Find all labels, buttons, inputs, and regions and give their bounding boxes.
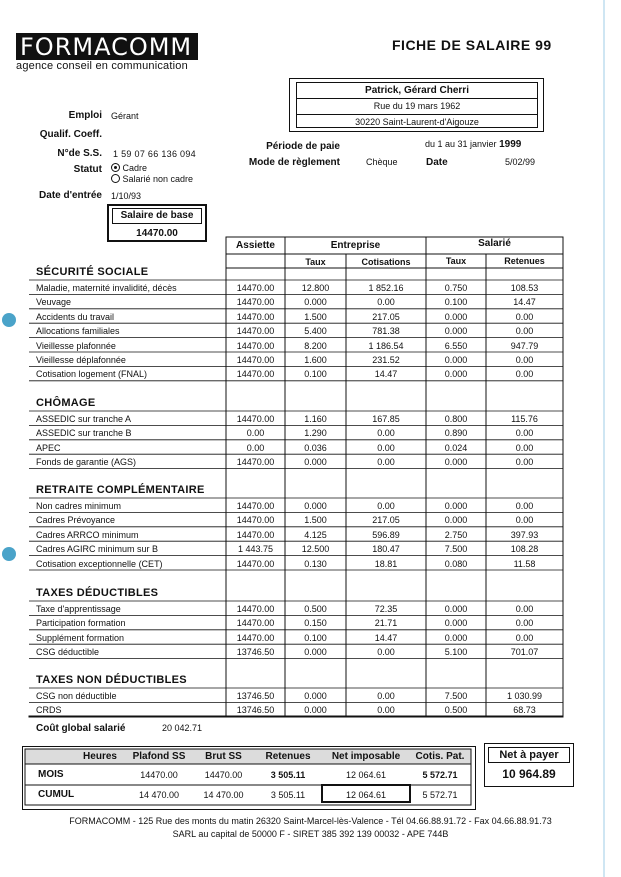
table-cell: 0.100 [444, 297, 468, 308]
table-cell: 4.125 [304, 529, 327, 540]
employee-street: Rue du 19 mars 1962 [297, 99, 537, 115]
section-title: RETRAITE COMPLÉMENTAIRE [36, 484, 205, 496]
row-label: Vieillesse plafonnée [36, 340, 116, 351]
table-cell: 14.47 [374, 369, 398, 380]
row-label: Vieillesse déplafonnée [36, 355, 126, 365]
emploi-label: Emploi [68, 110, 102, 121]
table-cell: 1 852.16 [368, 283, 404, 293]
table-cell: 0.150 [304, 618, 327, 629]
salaire-base-label: Salaire de base [112, 208, 202, 224]
table-cell: 0.00 [515, 632, 534, 643]
table-cell: 0.00 [377, 297, 395, 308]
table-cell: 0.00 [246, 442, 265, 453]
table-cell: 0.000 [304, 647, 327, 658]
table-cell: 0.000 [444, 311, 468, 322]
table-cell: 231.52 [372, 355, 400, 365]
table-cell: 0.00 [515, 355, 534, 365]
periode-year: 1999 [499, 139, 522, 150]
row-label: ASSEDIC sur tranche B [36, 428, 132, 439]
statut-option-label: Salarié non cadre [122, 174, 194, 184]
header-entreprise: Entreprise [330, 240, 381, 251]
totals-cell: 5 572.71 [422, 770, 458, 780]
table-cell: 14470.00 [236, 501, 275, 511]
header-taux-entreprise: Taux [305, 257, 326, 267]
table-cell: 0.024 [444, 442, 468, 453]
row-label: CSG non déductible [36, 691, 117, 701]
table-cell: 0.000 [444, 618, 468, 629]
table-cell: 14470.00 [236, 326, 275, 337]
table-cell: 14470.00 [236, 297, 275, 308]
totals-cell: 14 470.00 [138, 790, 180, 800]
table-cell: 0.00 [377, 442, 395, 453]
periode-label: Période de paie [266, 141, 340, 152]
row-label: Allocations familiales [36, 326, 120, 337]
table-cell: 397.93 [510, 529, 539, 540]
table-cell: 0.00 [377, 501, 395, 511]
row-label: Veuvage [36, 297, 72, 308]
header-retenues: Retenues [504, 256, 545, 266]
totals-header: Brut SS [205, 751, 242, 762]
section-title: SÉCURITÉ SOCIALE [36, 266, 149, 278]
table-cell: 0.890 [444, 428, 468, 439]
table-cell: 108.53 [510, 283, 539, 293]
header-taux-salarie: Taux [445, 256, 467, 266]
periode-range: du 1 au 31 janvier [425, 139, 497, 149]
date-value: 5/02/99 [505, 157, 536, 167]
table-cell: 13746.50 [236, 691, 275, 701]
table-cell: 0.000 [444, 515, 468, 526]
table-cell: 14470.00 [236, 340, 275, 351]
table-cell: 14470.00 [236, 604, 275, 614]
table-cell: 0.000 [304, 457, 327, 468]
table-cell: 167.85 [372, 414, 400, 424]
row-label: Supplément formation [36, 632, 125, 643]
table-cell: 21.71 [374, 618, 398, 629]
table-cell: 72.35 [374, 604, 398, 614]
table-cell: 0.130 [304, 558, 327, 569]
totals-header: Net imposable [331, 751, 401, 762]
table-cell: 18.81 [374, 558, 398, 569]
table-cell: 0.00 [377, 691, 395, 701]
table-cell: 0.00 [515, 618, 534, 629]
qualif-label: Qualif. Coeff. [39, 129, 102, 140]
header-salarie: Salarié [478, 238, 511, 249]
row-label: Taxe d'apprentissage [36, 604, 121, 614]
statut-label: Statut [73, 164, 102, 175]
table-cell: 14470.00 [236, 558, 275, 569]
table-cell: 0.00 [515, 604, 534, 614]
table-cell: 14470.00 [236, 414, 275, 424]
table-cell: 0.100 [304, 632, 327, 643]
totals-header: Retenues [265, 751, 311, 762]
ss-value: 1 59 07 66 136 094 [113, 149, 196, 159]
row-label: ASSEDIC sur tranche A [36, 414, 132, 424]
header-assiette: Assiette [236, 240, 275, 251]
table-cell: 13746.50 [236, 705, 275, 716]
table-cell: 1 030.99 [506, 691, 543, 701]
section-title: TAXES DÉDUCTIBLES [36, 587, 159, 599]
table-cell: 1.500 [304, 515, 327, 526]
totals-header: Plafond SS [132, 751, 186, 762]
footer-line-1: FORMACOMM - 125 Rue des monts du matin 26320 Saint-Marcel-lès-Valence - Tél 04.66.88.91.72 - Fax 04.66.88.91.73 [69, 816, 552, 826]
table-cell: 14470.00 [236, 618, 275, 629]
table-cell: 0.000 [444, 326, 468, 337]
table-cell: 0.000 [304, 691, 327, 701]
table-cell: 701.07 [510, 647, 539, 658]
row-label: Participation formation [36, 618, 126, 629]
table-cell: 0.080 [444, 558, 468, 569]
table-cell: 1.160 [304, 414, 327, 424]
totals-cell: 12 064.61 [345, 770, 387, 780]
table-cell: 14470.00 [236, 355, 275, 365]
table-cell: 14470.00 [236, 529, 275, 540]
table-cell: 0.00 [515, 442, 534, 453]
row-label: Cadres ARRCO minimum [36, 529, 139, 540]
table-cell: 0.800 [444, 414, 468, 424]
table-cell: 115.76 [511, 414, 538, 424]
table-cell: 0.00 [515, 428, 534, 439]
table-cell: 0.00 [246, 428, 265, 439]
employee-name: Patrick, Gérard Cherri [297, 83, 537, 99]
table-cell: 217.05 [372, 515, 400, 526]
table-cell: 1.500 [304, 311, 327, 322]
table-cell: 68.73 [513, 705, 536, 716]
totals-header: Heures [83, 751, 117, 762]
row-label: Accidents du travail [36, 311, 115, 322]
table-cell: 14470.00 [236, 311, 275, 322]
table-cell: 0.000 [444, 369, 468, 380]
net-a-payer-label: Net à payer [488, 747, 570, 763]
statut-option-label: Cadre [122, 163, 148, 173]
cout-global-label: Coût global salarié [36, 723, 126, 734]
row-label: APEC [36, 442, 61, 453]
table-cell: 947.79 [510, 340, 539, 351]
table-cell: 7.500 [444, 544, 468, 555]
row-label: Fonds de garantie (AGS) [36, 457, 137, 468]
section-title: TAXES NON DÉDUCTIBLES [36, 674, 187, 686]
table-cell: 0.000 [304, 501, 327, 511]
entree-value: 1/10/93 [111, 191, 142, 201]
table-cell: 1.600 [304, 355, 327, 365]
logo-tagline: agence conseil en communication [16, 60, 188, 72]
net-a-payer-box [484, 743, 574, 787]
table-cell: 180.47 [372, 544, 400, 555]
table-cell: 0.00 [377, 457, 395, 468]
totals-row-label: MOIS [38, 769, 64, 780]
table-cell: 0.000 [444, 355, 468, 365]
row-label: Cadres AGIRC minimum sur B [36, 544, 159, 555]
row-label: Non cadres minimum [36, 501, 122, 511]
net-a-payer-value: 10 964.89 [502, 767, 556, 781]
table-cell: 0.00 [515, 326, 534, 337]
table-cell: 0.00 [377, 705, 395, 716]
table-cell: 7.500 [444, 691, 468, 701]
row-label: Cotisation exceptionnelle (CET) [36, 558, 163, 569]
totals-cell: 3 505.11 [270, 770, 306, 780]
table-cell: 12.500 [301, 544, 330, 555]
table-cell: 14470.00 [236, 632, 275, 643]
table-cell: 8.200 [304, 340, 327, 351]
cout-global-value: 20 042.71 [162, 723, 203, 733]
table-cell: 0.000 [444, 457, 468, 468]
section-title: CHÔMAGE [36, 397, 96, 409]
emploi-value: Gérant [111, 111, 139, 121]
table-cell: 11.58 [513, 558, 536, 569]
salaire-base-value: 14470.00 [136, 228, 178, 239]
table-cell: 0.750 [444, 283, 468, 293]
table-cell: 0.00 [515, 311, 534, 322]
document-title: FICHE DE SALAIRE 99 [392, 37, 552, 53]
header-cotisations: Cotisations [361, 257, 411, 267]
table-cell: 0.500 [304, 604, 327, 614]
row-label: CRDS [36, 705, 62, 716]
table-cell: 0.000 [304, 297, 327, 308]
mode-value: Chèque [366, 157, 398, 167]
totals-cell: 3 505.11 [270, 790, 306, 800]
table-cell: 0.00 [377, 647, 395, 658]
employee-city: 30220 Saint-Laurent-d'Aigouze [355, 117, 479, 127]
totals-cell: 14470.00 [140, 770, 178, 780]
table-cell: 0.00 [377, 428, 395, 439]
ss-label: N°de S.S. [57, 148, 102, 159]
table-cell: 0.00 [515, 369, 534, 380]
table-cell: 0.000 [304, 705, 327, 716]
row-label: Cadres Prévoyance [36, 515, 116, 526]
table-cell: 596.89 [372, 529, 400, 540]
table-cell: 14.47 [374, 632, 398, 643]
table-cell: 0.00 [515, 501, 534, 511]
totals-header: Cotis. Pat. [415, 751, 465, 762]
table-cell: 0.00 [515, 515, 534, 526]
row-label: Maladie, maternité invalidité, décès [36, 283, 177, 293]
table-cell: 14470.00 [236, 515, 275, 526]
table-cell: 1.290 [304, 428, 327, 439]
table-cell: 5.100 [444, 647, 468, 658]
table-cell: 14470.00 [236, 457, 275, 468]
table-cell: 2.750 [444, 529, 468, 540]
row-label: Cotisation logement (FNAL) [36, 369, 148, 380]
totals-row-label: CUMUL [38, 789, 75, 800]
logo-word: FORMACOMM [16, 33, 198, 60]
totals-cell: 14 470.00 [203, 790, 244, 800]
footer-line-2: SARL au capital de 50000 F - SIRET 385 392 139 00032 - APE 744B [172, 829, 449, 839]
table-cell: 1 186.54 [368, 340, 404, 351]
table-cell: 5.400 [304, 326, 327, 337]
table-cell: 12.800 [301, 283, 330, 293]
table-cell: 0.500 [444, 705, 468, 716]
table-cell: 14.47 [513, 297, 536, 308]
table-cell: 108.28 [510, 544, 539, 555]
table-cell: 0.036 [304, 442, 327, 453]
date-label: Date [426, 157, 448, 168]
table-cell: 6.550 [444, 340, 468, 351]
entree-label: Date d'entrée [39, 190, 102, 201]
row-label: CSG déductible [36, 647, 100, 658]
table-cell: 13746.50 [236, 647, 275, 658]
table-cell: 14470.00 [236, 369, 275, 380]
mode-label: Mode de règlement [248, 157, 340, 168]
table-cell: 0.000 [444, 604, 468, 614]
table-cell: 14470.00 [236, 283, 275, 293]
totals-cell: 14470.00 [204, 770, 243, 780]
totals-cell: 12 064.61 [345, 790, 387, 800]
table-cell: 0.000 [444, 501, 468, 511]
table-cell: 0.000 [444, 632, 468, 643]
table-cell: 781.38 [372, 326, 400, 337]
table-cell: 1 443.75 [237, 544, 274, 555]
totals-cell: 5 572.71 [422, 790, 458, 800]
table-cell: 0.00 [515, 457, 534, 468]
table-cell: 217.05 [372, 311, 400, 322]
table-cell: 0.100 [304, 369, 327, 380]
